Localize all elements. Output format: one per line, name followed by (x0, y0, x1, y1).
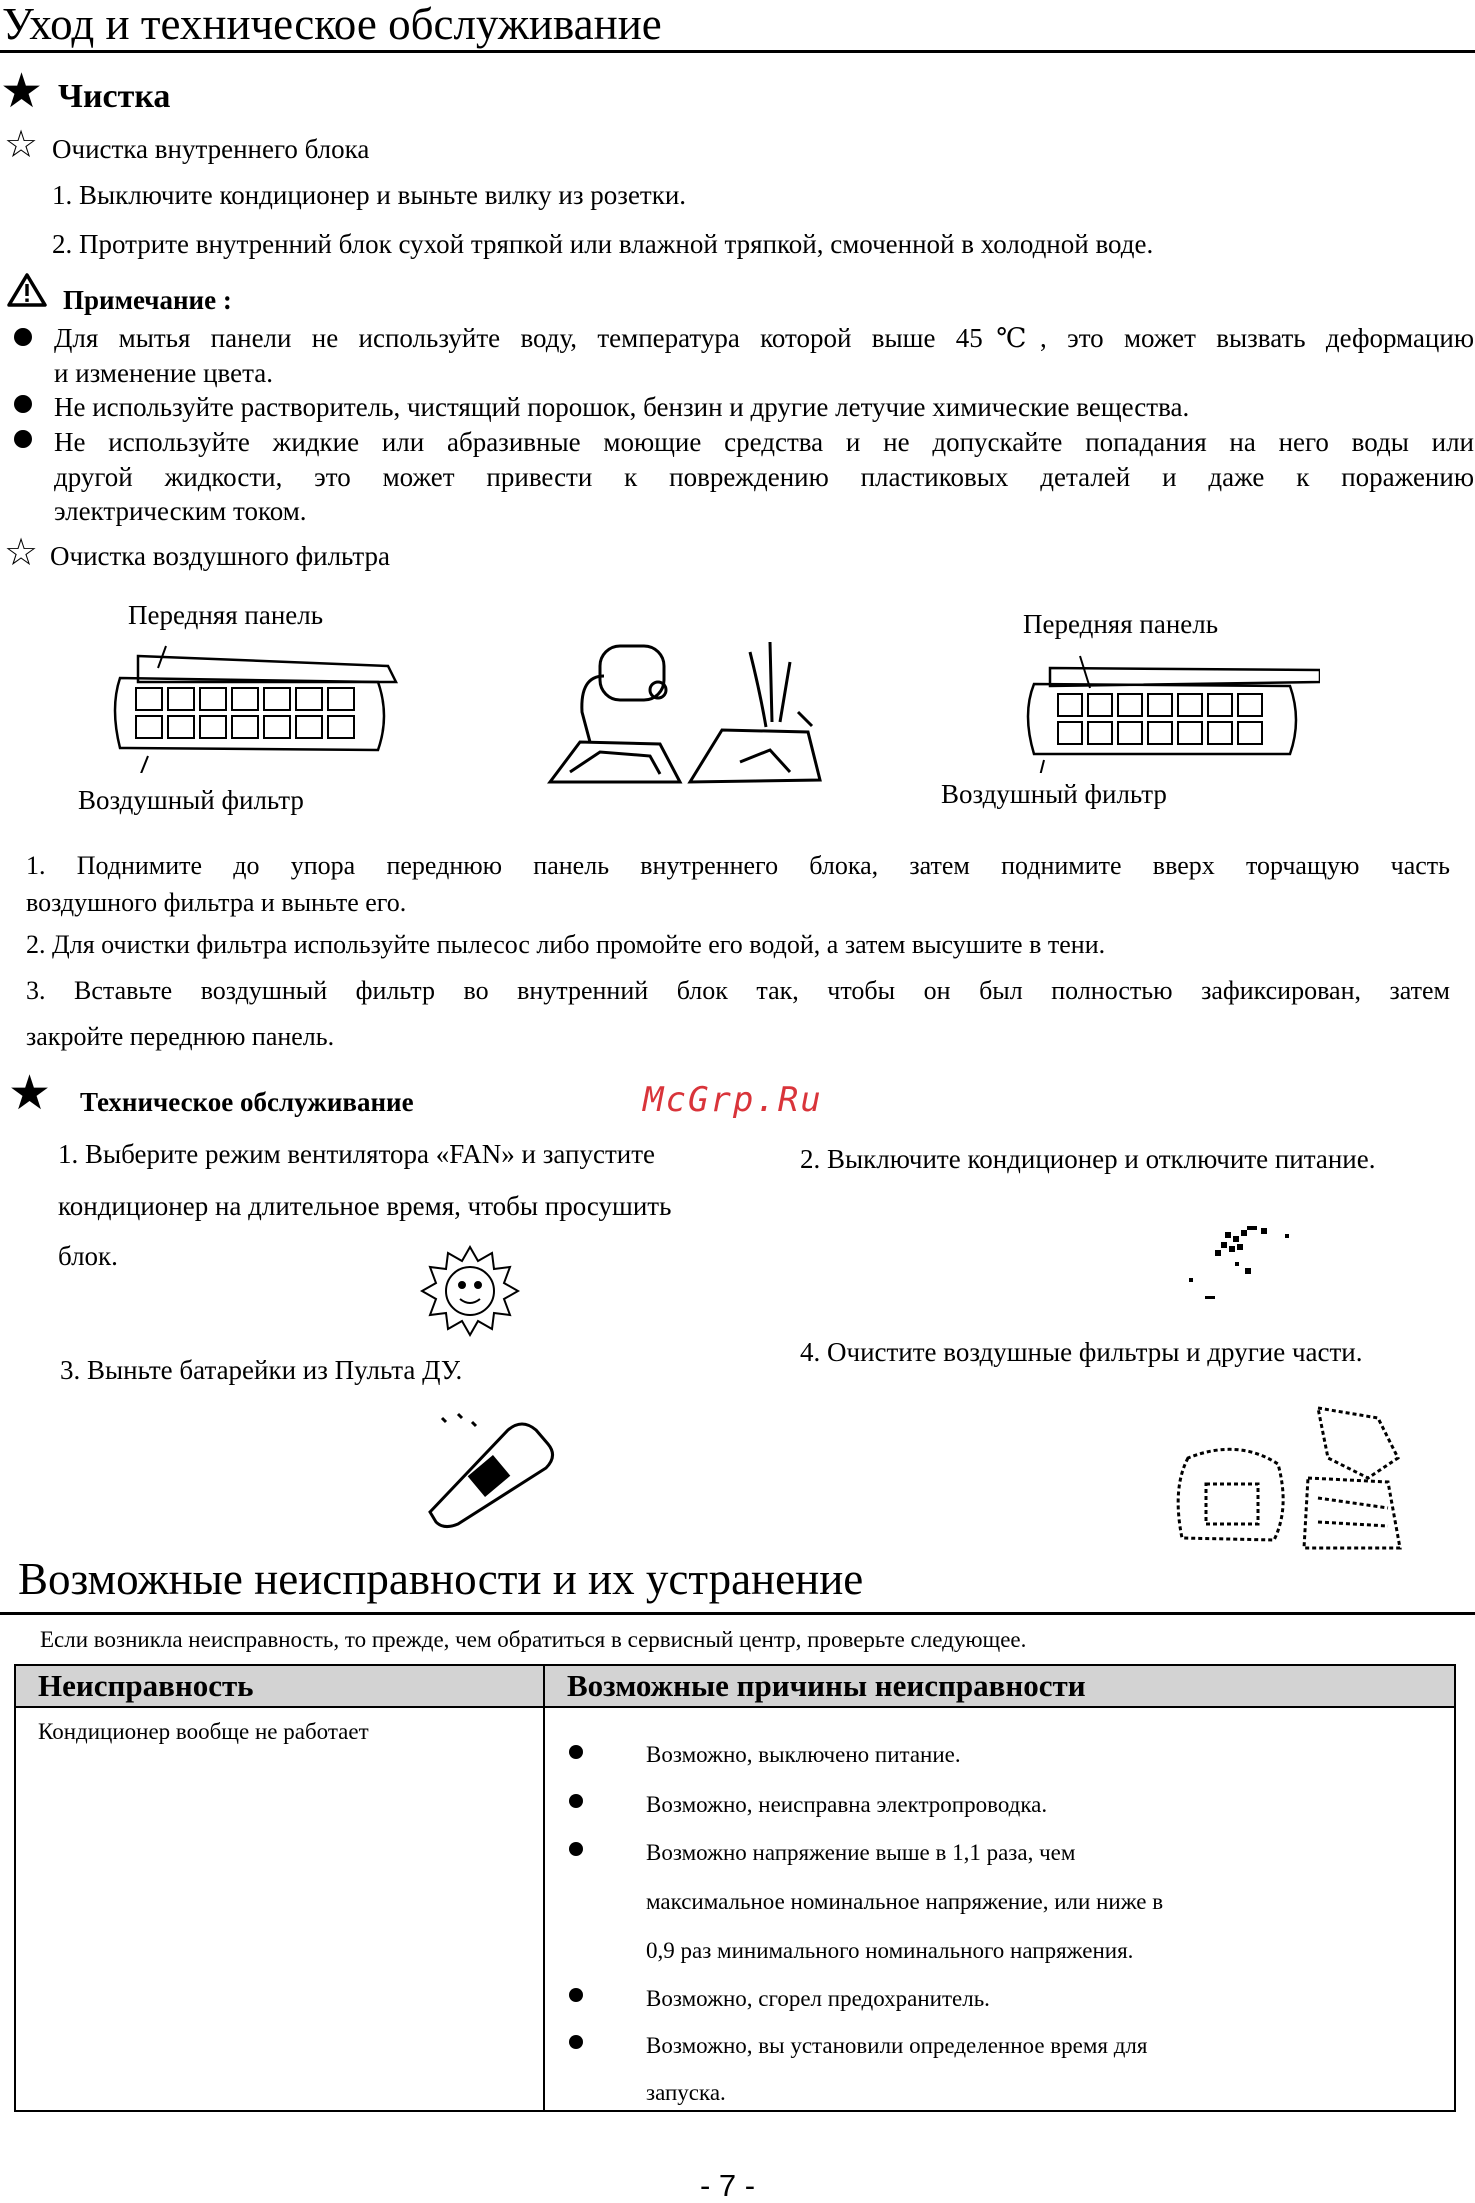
maint-step-2: 2. Выключите кондиционер и отключите питание. (800, 1144, 1376, 1174)
bullet-icon (569, 1794, 583, 1808)
filter-step-1-line-1: 1. Поднимите до упора переднюю панель внутреннего блока, затем поднимите вверх торчащую часть (26, 851, 1450, 880)
indoor-unit-illustration-filter (1020, 648, 1320, 773)
cause-3-line-1: Возможно напряжение выше в 1,1 раза, чем (646, 1840, 1076, 1865)
filter-washing-illustration (540, 632, 840, 792)
note-item-1-line-1: Для мытья панели не используйте воду, температура которой выше 45℃, это может вызвать деформацию (54, 323, 1474, 353)
fault-cell (15, 1707, 544, 2111)
indoor-cleaning-heading: Очистка внутреннего блока (52, 134, 370, 164)
troubleshooting-title: Возможные неисправности и их устранение (18, 1554, 864, 1604)
outline-star-icon: ☆ (4, 532, 39, 574)
filter-parts-cleaning-icon (1168, 1398, 1408, 1558)
indoor-unit-illustration (108, 638, 398, 773)
cause-5-line-2: запуска. (646, 2080, 726, 2105)
bullet-icon (14, 430, 32, 448)
maint-step-1-line-1: 1. Выберите режим вентилятора «FAN» и запустите (58, 1139, 655, 1169)
bullet-icon (569, 1745, 583, 1759)
indoor-step-1: 1. Выключите кондиционер и выньте вилку из розетки. (52, 180, 687, 210)
page-number: - 7 - (700, 2168, 756, 2203)
troubleshooting-table (14, 1664, 1456, 2112)
fig-left-panel-label: Передняя панель (128, 600, 324, 630)
remote-battery-icon (418, 1412, 558, 1530)
section-cleaning-heading: Чистка (58, 78, 171, 115)
note-item-3-line-1: Не используйте жидкие или абразивные моющие средства и не допускайте попадания на него воды или (54, 427, 1474, 457)
column-header-fault: Неисправность (15, 1665, 544, 1707)
sun-face-icon (420, 1245, 520, 1337)
cause-3-line-3: 0,9 раз минимального номинального напряжения. (646, 1938, 1134, 1963)
cause-1: Возможно, выключено питание. (646, 1742, 961, 1767)
fault-text: Кондиционер вообще не работает (38, 1719, 369, 1744)
cause-2: Возможно, неисправна электропроводка. (646, 1792, 1048, 1817)
causes-cell (544, 1707, 1455, 2111)
title-rule (0, 50, 1475, 53)
filter-step-1-line-2: воздушного фильтра и выньте его. (26, 888, 407, 917)
warning-icon (6, 272, 48, 313)
column-header-causes: Возможные причины неисправности (544, 1665, 1455, 1707)
indoor-step-2: 2. Протрите внутренний блок сухой тряпкой или влажной тряпкой, смоченной в холодной воде. (52, 229, 1154, 259)
filter-cleaning-heading: Очистка воздушного фильтра (50, 541, 390, 571)
maint-step-1-line-2: кондиционер на длительное время, чтобы просушить (58, 1191, 672, 1221)
troubleshooting-rule (0, 1612, 1475, 1615)
note-label: Примечание : (63, 285, 232, 315)
page-title: Уход и техническое обслуживание (2, 0, 662, 49)
bullet-icon (569, 2035, 583, 2049)
bullet-icon (14, 395, 32, 413)
maintenance-heading: Техническое обслуживание (80, 1087, 414, 1117)
maint-step-4: 4. Очистите воздушные фильтры и другие части. (800, 1337, 1363, 1367)
bullet-icon (569, 1988, 583, 2002)
note-item-1-line-2: и изменение цвета. (54, 358, 273, 388)
bullet-icon (14, 328, 32, 346)
maint-step-1-line-3: блок. (58, 1241, 118, 1271)
fig-right-filter-label: Воздушный фильтр (941, 779, 1167, 809)
filter-step-3-line-1: 3. Вставьте воздушный фильтр во внутренний блок так, чтобы он был полностью зафиксирован, затем (26, 976, 1450, 1005)
watermark: McGrp.Ru (643, 1080, 823, 1120)
filled-star-icon: ★ (0, 65, 44, 118)
filter-step-2: 2. Для очистки фильтра используйте пылесос либо промойте его водой, а затем высушите в тени. (26, 930, 1106, 959)
note-item-3-line-2: другой жидкости, это может привести к повреждению пластиковых деталей и даже к поражению (54, 462, 1474, 492)
troubleshooting-intro: Если возникла неисправность, то прежде, чем обратиться в сервисный центр, проверьте следующее. (40, 1627, 1027, 1652)
bullet-icon (569, 1842, 583, 1856)
fig-right-panel-label: Передняя панель (1023, 609, 1219, 639)
filter-step-3-line-2: закройте переднюю панель. (26, 1022, 335, 1051)
cause-5-line-1: Возможно, вы установили определенное время для (646, 2033, 1148, 2058)
note-item-2: Не используйте растворитель, чистящий порошок, бензин и другие летучие химические вещества. (54, 392, 1190, 422)
outline-star-icon: ☆ (4, 124, 39, 166)
power-off-icon (1185, 1222, 1315, 1302)
fig-left-filter-label: Воздушный фильтр (78, 785, 304, 815)
note-item-3-line-3: электрическим током. (54, 496, 307, 526)
cause-3-line-2: максимальное номинальное напряжение, или ниже в (646, 1889, 1164, 1914)
cause-4: Возможно, сгорел предохранитель. (646, 1986, 990, 2011)
filled-star-icon: ★ (8, 1067, 52, 1120)
maint-step-3: 3. Выньте батарейки из Пульта ДУ. (60, 1355, 463, 1385)
